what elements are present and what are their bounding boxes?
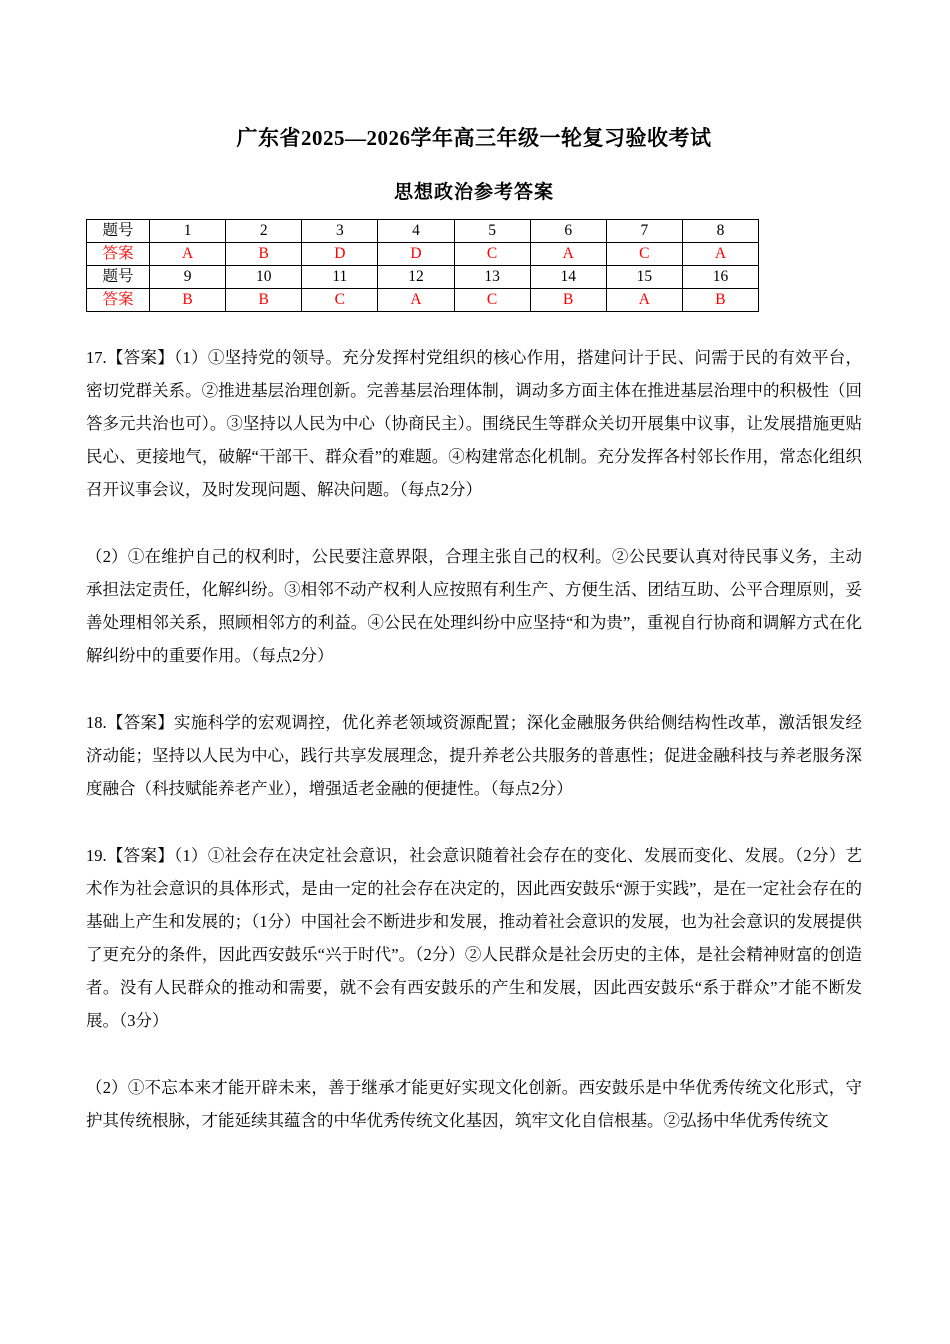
question-number-cell: 15 bbox=[606, 266, 682, 289]
answer-cell: D bbox=[378, 243, 454, 266]
answer-cell: C bbox=[606, 243, 682, 266]
question-number-cell: 6 bbox=[530, 220, 606, 243]
table-row-question-numbers-9-16 bbox=[87, 266, 759, 289]
question-number-cell: 7 bbox=[606, 220, 682, 243]
question-number-cell: 13 bbox=[454, 266, 530, 289]
answer-cell: B bbox=[150, 289, 226, 312]
answer-cell: A bbox=[682, 243, 758, 266]
question-number-cell: 1 bbox=[150, 220, 226, 243]
question-number-cell: 10 bbox=[226, 266, 302, 289]
answer-cell: D bbox=[302, 243, 378, 266]
answer-cell: B bbox=[226, 289, 302, 312]
row-label: 题号 bbox=[87, 220, 150, 243]
answer-17-part1: 17.【答案】（1）①坚持党的领导。充分发挥村党组织的核心作用，搭建问计于民、问需于民的有效平台，密切党群关系。②推进基层治理创新。完善基层治理体制，调动多方面主体在推进基层治理中的积极性（回答多元共治也可）。③坚持以人民为中心（协商民主）。围绕民生等群众关切开展集中议事，让发展措施更贴民心、更接地气，破解“干部干、群众看”的难题。④构建常态化机制。充分发挥各村邻长作用，常态化组织召开议事会议，及时发现问题、解决问题。（每点2分） bbox=[86, 348, 862, 499]
answer-17-part2: （2）①在维护自己的权利时，公民要注意界限，合理主张自己的权利。②公民要认真对待民事义务，主动承担法定责任，化解纠纷。③相邻不动产权利人应按照有利生产、方便生活、团结互助、公平合理原则，妥善处理相邻关系，照顾相邻方的利益。④公民在处理纠纷中应坚持“和为贵”，重视自行协商和调解方式在化解纠纷中的重要作用。（每点2分） bbox=[86, 547, 862, 665]
question-number-cell: 9 bbox=[150, 266, 226, 289]
table-row-question-numbers-1-8 bbox=[87, 220, 759, 243]
answer-cell: A bbox=[378, 289, 454, 312]
table-row-answers-1-8 bbox=[87, 243, 759, 266]
answer-cell: C bbox=[454, 289, 530, 312]
table-row-answers-9-16 bbox=[87, 289, 759, 312]
question-number-cell: 14 bbox=[530, 266, 606, 289]
question-number-cell: 12 bbox=[378, 266, 454, 289]
answer-cell: B bbox=[682, 289, 758, 312]
answer-cell: C bbox=[302, 289, 378, 312]
answer-cell: A bbox=[150, 243, 226, 266]
row-label: 答案 bbox=[87, 243, 150, 266]
question-number-cell: 8 bbox=[682, 220, 758, 243]
answer-key-table bbox=[86, 219, 759, 312]
answer-cell: B bbox=[226, 243, 302, 266]
question-number-cell: 5 bbox=[454, 220, 530, 243]
question-number-cell: 16 bbox=[682, 266, 758, 289]
question-number-cell: 11 bbox=[302, 266, 378, 289]
answer-cell: A bbox=[606, 289, 682, 312]
answer-19-part1: 19.【答案】（1）①社会存在决定社会意识，社会意识随着社会存在的变化、发展而变化、发展。（2分）艺术作为社会意识的具体形式，是由一定的社会存在决定的，因此西安鼓乐“源于实践”，是在一定社会存在的基础上产生和发展的；（1分）中国社会不断进步和发展，推动着社会意识的发展，也为社会意识的发展提供了更充分的条件，因此西安鼓乐“兴于时代”。（2分）②人民群众是社会历史的主体，是社会精神财富的创造者。没有人民群众的推动和需要，就不会有西安鼓乐的产生和发展，因此西安鼓乐“系于群众”才能不断发展。（3分） bbox=[86, 846, 862, 1030]
document-subtitle: 思想政治参考答案 bbox=[393, 182, 554, 203]
answer-cell: C bbox=[454, 243, 530, 266]
answer-18: 18.【答案】实施科学的宏观调控，优化养老领域资源配置；深化金融服务供给侧结构性改革，激活银发经济动能；坚持以人民为中心，践行共享发展理念，提升养老公共服务的普惠性；促进金融科技与养老服务深度融合（科技赋能养老产业），增强适老金融的便捷性。（每点2分） bbox=[86, 713, 862, 798]
answer-cell: B bbox=[530, 289, 606, 312]
row-label: 答案 bbox=[87, 289, 150, 312]
question-number-cell: 3 bbox=[302, 220, 378, 243]
question-number-cell: 4 bbox=[378, 220, 454, 243]
answer-cell: A bbox=[530, 243, 606, 266]
answer-19-part2: （2）①不忘本来才能开辟未来，善于继承才能更好实现文化创新。西安鼓乐是中华优秀传统文化形式，守护其传统根脉，才能延续其蕴含的中华优秀传统文化基因，筑牢文化自信根基。②弘扬中华优秀传统文 bbox=[86, 1078, 862, 1130]
document-title: 广东省2025—2026学年高三年级一轮复习验收考试 bbox=[236, 126, 712, 150]
question-number-cell: 2 bbox=[226, 220, 302, 243]
row-label: 题号 bbox=[87, 266, 150, 289]
